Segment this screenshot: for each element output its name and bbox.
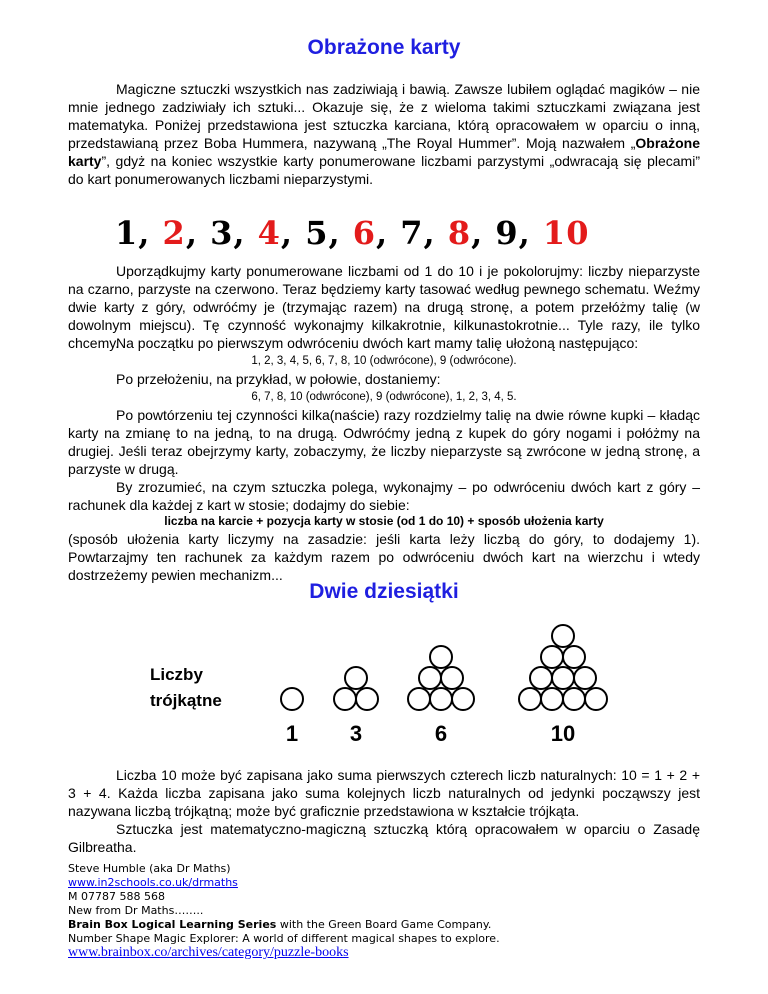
understand-paragraph: By zrozumieć, na czym sztuczka polega, wykonajmy – po odwróceniu dwóch kart z góry – rachunek dla każdej z kart w stosie; dodajmy do siebie: xyxy=(68,479,700,513)
dot xyxy=(334,688,356,710)
dot xyxy=(519,688,541,710)
dot xyxy=(408,688,430,710)
dot xyxy=(585,688,607,710)
seq-3: 3 xyxy=(210,214,234,252)
dot xyxy=(452,688,474,710)
footer-new: New from Dr Maths…….. xyxy=(68,904,204,917)
tri-number-1: 1 xyxy=(285,721,299,746)
footer-link-drmaths[interactable]: www.in2schools.co.uk/drmaths xyxy=(68,876,238,889)
tri-number-6: 6 xyxy=(434,721,448,746)
intro-paragraph: Magiczne sztuczki wszystkich nas zadziwiają i bawią. Zawsze lubiłem oglądać magików – nie mnie jednego zadziwiały ich sztuki... Okazuje się, że z wieloma takimi sztuczkami związana jest matematyka. Poniżej przedstawiona jest sztuczka karciana, którą opracowałem w oparciu o inną, przedstawianą przez Boba Hummera, nazywaną „The Royal Hummer”. Moją nazwałem „Obrażone karty”, gdyż na koniec wszystkie karty ponumerowane liczbami parzystymi „odwracają się plecami” do kart ponumerowanych liczbami nieparzystymi. xyxy=(68,81,700,187)
rule-paragraph: (sposób ułożenia karty liczymy na zasadzie: jeśli karta leży liczbą do góry, to dodajemy 1). Powtarzajmy ten rachunek za każdym razem po odwróceniu dwóch kart na wierzchu i wtedy dostrzeżemy pewien mechanizm... xyxy=(68,531,700,583)
dot xyxy=(552,667,574,689)
sequence-2: 6, 7, 8, 10 (odwrócone), 9 (odwrócone), 1, 2, 3, 4, 5. xyxy=(251,391,517,403)
seq-4: 4 xyxy=(257,214,281,252)
dot xyxy=(563,688,585,710)
seq-5: 5 xyxy=(305,214,329,252)
dot xyxy=(563,646,585,668)
shuffle-paragraph: Uporządkujmy karty ponumerowane liczbami od 1 do 10 i je pokolorujmy: liczby nieparzyste na czarno, parzyste na czerwono. Teraz będziemy karty tasować według pewnego schematu. Weźmy dwie karty z góry, odwróćmy je (trzymając razem) na drugą stronę, a potem przełóżmy talię (w dowolnym miejscu). Tę czynność wykonajmy kilkakrotnie, kilkunastokrotnie... Tyle razy, ile tylko chcemy. xyxy=(68,263,700,351)
dot xyxy=(541,646,563,668)
dot xyxy=(419,667,441,689)
gilbreath-paragraph: Sztuczka jest matematyczno-magiczną sztuczką którą opracowałem w oparciu o Zasadę Gilbreatha. xyxy=(68,821,700,855)
tri-number-3: 3 xyxy=(349,721,363,746)
seq-1: 1 xyxy=(115,214,139,252)
after-cut-line: Po przełożeniu, na przykład, w połowie, dostaniemy: xyxy=(116,371,441,387)
dot xyxy=(345,667,367,689)
dot xyxy=(430,646,452,668)
card-sequence: 1, 2, 3, 4, 5, 6, 7, 8, 9, 10 xyxy=(115,214,590,252)
dot xyxy=(574,667,596,689)
title-obrazone-karty: Obrażone karty xyxy=(307,36,461,59)
ten-paragraph: Liczba 10 może być zapisana jako suma pierwszych czterech liczb naturalnych: 10 = 1 + 2 + 3 + 4. Każda liczba zapisana jako suma kolejnych liczb naturalnych od jedynki począwszy jest nazywana liczbą trójkątną; może być graficznie przedstawiona w kształcie trójkąta. xyxy=(68,767,700,819)
dot xyxy=(356,688,378,710)
dot xyxy=(541,688,563,710)
triangular-numbers-diagram xyxy=(260,608,640,760)
seq-6: 6 xyxy=(352,214,376,252)
footer-phone: M 07787 588 568 xyxy=(68,890,165,903)
seq-7: 7 xyxy=(400,214,424,252)
dot xyxy=(530,667,552,689)
footer-link-brainbox[interactable]: www.brainbox.co/archives/category/puzzle-books xyxy=(68,945,349,960)
seq-2: 2 xyxy=(162,214,186,252)
formula: liczba na karcie + pozycja karty w stosie (od 1 do 10) + sposób ułożenia karty xyxy=(164,514,604,528)
dot xyxy=(430,688,452,710)
start-line: Na początku po pierwszym odwróceniu dwóch kart mamy talię ułożoną następująco: xyxy=(116,335,639,351)
dot xyxy=(441,667,463,689)
footer xyxy=(68,862,500,960)
footer-series: Brain Box Logical Learning Series with the Green Board Game Company. xyxy=(68,918,492,931)
seq-8: 8 xyxy=(447,214,472,252)
tri-number-10: 10 xyxy=(550,721,576,746)
title-dwie-dziesiatki: Dwie dziesiątki xyxy=(309,580,459,603)
seq-10: 10 xyxy=(542,214,590,252)
dot xyxy=(281,688,303,710)
split-paragraph: Po powtórzeniu tej czynności kilka(naście) razy rozdzielmy talię na dwie równe kupki – kładąc karty na zmianę to na jedną, to na drugą. Odwróćmy jedną z kupek do góry nogami i połóżmy na drugiej. Jeśli teraz obejrzymy karty, zobaczymy, że liczby nieparzyste są zwrócone w jedną stronę, a parzyste w drugą. xyxy=(68,407,700,477)
trick-name: Obrażone karty xyxy=(68,135,700,169)
footer-explorer: Number Shape Magic Explorer: A world of different magical shapes to explore. xyxy=(68,932,500,945)
sequence-1: 1, 2, 3, 4, 5, 6, 7, 8, 10 (odwrócone), 9 (odwrócone). xyxy=(251,355,517,367)
dot xyxy=(552,625,574,647)
seq-9: 9 xyxy=(495,214,519,252)
footer-author: Steve Humble (aka Dr Maths) xyxy=(68,862,231,875)
triangular-numbers-label: Liczby trójkątne xyxy=(150,665,222,710)
